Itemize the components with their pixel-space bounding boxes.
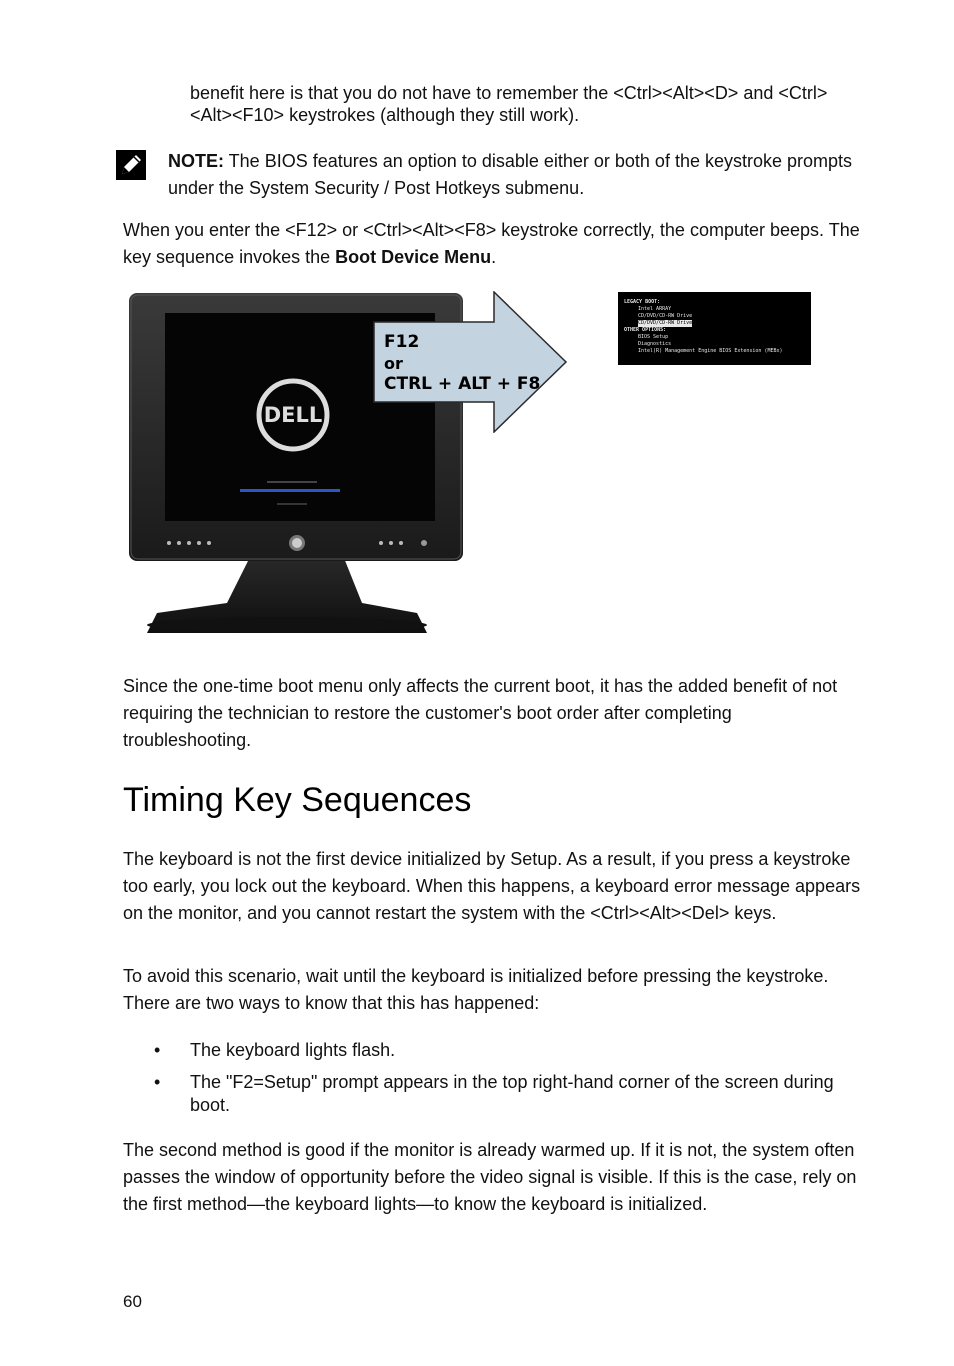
- monitor-logo: DELL: [263, 403, 323, 427]
- bullet-text: The "F2=Setup" prompt appears in the top right-hand corner of the screen during boot.: [190, 1072, 834, 1115]
- keyboard-paragraph: The keyboard is not the first device initialized by Setup. As a result, if you press a keystroke too early, you lock out the keyboard. When this happens, a keyboard error message appears on the monitor, and you cannot restart the system with the <Ctrl><Alt><Del> keys.: [123, 849, 861, 923]
- boot-item-diagnostics: Diagnostics: [638, 341, 672, 347]
- bullet-glyph: •: [154, 1040, 161, 1060]
- arrow-line-f12: F12: [384, 332, 420, 352]
- boot-item-cd-drive: CD/DVD/CD-RW Drive: [638, 313, 693, 319]
- boot-menu-screen: [618, 292, 811, 365]
- arrow-line-or: or: [384, 354, 403, 373]
- boot-item-cd-drive-selected: CD/DVD/CD-RW Drive: [638, 320, 693, 326]
- note-text: The BIOS features an option to disable either or both of the keystroke prompts under the System Security / Post Hotkeys submenu.: [168, 151, 853, 198]
- boot-text-before: When you enter the <F12> or <Ctrl><Alt><F8> keystroke correctly, the computer beeps. The key sequence invokes the: [123, 220, 860, 267]
- boot-device-paragraph: [123, 217, 863, 271]
- legacy-boot-header: LEGACY BOOT:: [624, 299, 661, 305]
- list-item: [150, 1071, 862, 1117]
- list-item: [150, 1039, 862, 1062]
- pencil-note-icon: [116, 150, 146, 180]
- page-number: 60: [123, 1292, 142, 1311]
- boot-item-bios-setup: BIOS Setup: [638, 334, 669, 340]
- other-options-header: OTHER OPTIONS:: [624, 327, 667, 333]
- avoid-scenario-paragraph: To avoid this scenario, wait until the keyboard is initialized before pressing the keystroke. There are two ways to know that this has happened:: [123, 966, 829, 1013]
- bullet-list: [150, 1039, 862, 1126]
- boot-item-mebx: Intel(R) Management Engine BIOS Extension (MEBx): [638, 348, 783, 354]
- boot-item-intel-array: Intel ARRAY: [638, 306, 672, 312]
- intro-paragraph: benefit here is that you do not have to remember the <Ctrl><Alt><D> and <Ctrl><Alt><F10> keystrokes (although they still work).: [190, 83, 828, 125]
- section-heading: Timing Key Sequences: [123, 781, 472, 819]
- arrow-label: [384, 332, 544, 395]
- bullet-text: The keyboard lights flash.: [190, 1040, 396, 1060]
- bullet-glyph: •: [154, 1072, 161, 1092]
- boot-device-menu-term: Boot Device Menu: [335, 247, 492, 267]
- note-paragraph: [168, 148, 858, 202]
- note-label: NOTE:: [168, 151, 224, 171]
- boot-text-after: .: [491, 247, 497, 267]
- arrow-line-ctrl-alt-f8: CTRL + ALT + F8: [384, 374, 541, 394]
- one-time-boot-paragraph: Since the one-time boot menu only affects the current boot, it has the added benefit of not requiring the technician to restore the customer's boot order after completing troubleshooting.: [123, 676, 838, 750]
- second-method-paragraph: The second method is good if the monitor is already warmed up. If it is not, the system often passes the window of opportunity before the video signal is visible. If this is the case, rely on the first method—the keyboard lights—to know the keyboard is initialized.: [123, 1140, 857, 1214]
